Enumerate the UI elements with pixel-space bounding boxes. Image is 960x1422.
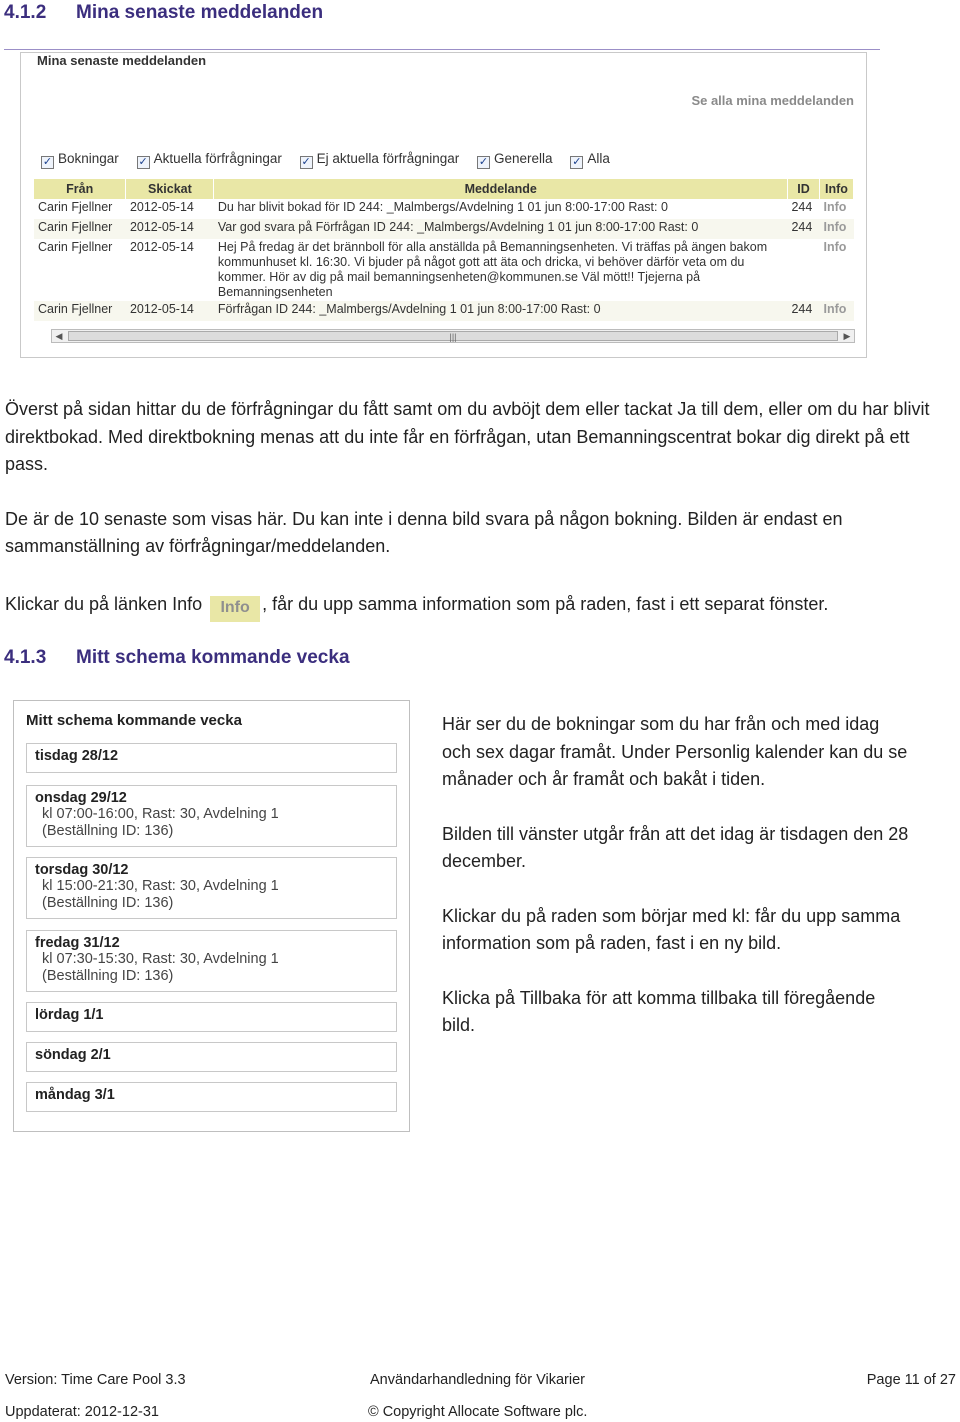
filter-alla[interactable]: ✓ Alla [572, 151, 610, 168]
scrollbar-thumb[interactable]: ||| [68, 331, 838, 341]
filter-aktuella[interactable]: ✓ Aktuella förfrågningar [138, 151, 282, 168]
paragraph: De är de 10 senaste som visas här. Du kan inte i denna bild svara på någon bokning. Bilden är endast en sammanställning av förfrågningar/meddelanden. [5, 508, 843, 556]
body-text-2 [442, 711, 912, 1067]
table-header-row [34, 179, 854, 199]
footer-page-number: Page 11 of 27 [866, 1372, 956, 1388]
info-link-paragraph: Klickar du på länken Info Info , får du upp samma information som på raden, fast i ett separat fönster. [5, 591, 955, 622]
body-text-1 [5, 396, 950, 588]
schedule-day[interactable]: fredag 31/12 kl 07:30-15:30, Rast: 30, Avdelning 1 (Beställning ID: 136) [26, 930, 397, 992]
shift-line[interactable]: kl 15:00-21:30, Rast: 30, Avdelning 1 [42, 878, 279, 894]
section-number: 4.1.3 [4, 647, 47, 668]
section-title: Mina senaste meddelanden [76, 2, 324, 23]
checkbox-icon[interactable]: ✓ [572, 156, 582, 168]
table-row[interactable]: Carin Fjellner 2012-05-14 Du har blivit bokad för ID 244: _Malmbergs/Avdelning 1 01 jun 8:00-17:00 Rast: 0 244 Info [34, 199, 854, 219]
shift-line[interactable]: kl 07:30-15:30, Rast: 30, Avdelning 1 [42, 951, 279, 967]
schedule-day[interactable]: tisdag 28/12 [26, 743, 397, 773]
info-badge: Info [210, 596, 260, 622]
schedule-day[interactable]: onsdag 29/12 kl 07:00-16:00, Rast: 30, Avdelning 1 (Beställning ID: 136) [26, 785, 397, 847]
messages-panel-title: Mina senaste meddelanden [37, 53, 207, 68]
paragraph: Bilden till vänster utgår från att det idag är tisdagen den 28 december. [442, 823, 909, 871]
column-header[interactable]: Skickat [126, 179, 214, 199]
section-title: Mitt schema kommande vecka [76, 647, 350, 668]
schedule-day[interactable]: måndag 3/1 [26, 1082, 397, 1112]
column-header[interactable]: Meddelande [214, 179, 788, 199]
paragraph: Här ser du de bokningar som du har från och med idag och sex dagar framåt. Under Personlig kalender kan du se månader och år framåt och bakåt i tiden. [442, 714, 908, 789]
messages-table [34, 179, 854, 321]
filter-ej-aktuella[interactable]: ✓ Ej aktuella förfrågningar [301, 151, 460, 168]
paragraph: Klicka på Tillbaka för att komma tillbaka till föregående bild. [442, 987, 876, 1035]
filter-generella[interactable]: ✓ Generella [478, 151, 553, 168]
info-link[interactable]: Info [819, 219, 853, 239]
table-row[interactable]: Carin Fjellner 2012-05-14 Hej På fredag är det brännboll för alla anställda på Bemanningsenheten. Vi träffas på ängen bakom kommunhuset kl. 16:30. Vi bjuder på något gott att äta och dricka, vi behöver därför veta om du kommer. Hör av dig på mail bemanningsenheten@kommunen.se Väl mött!! Tjejerna på Bemanningsenheten Info [34, 239, 854, 301]
schedule-panel [13, 700, 410, 1132]
scroll-right-icon[interactable]: ▶ [843, 331, 851, 341]
checkbox-icon[interactable]: ✓ [301, 156, 311, 168]
shift-line[interactable]: kl 07:00-16:00, Rast: 30, Avdelning 1 [42, 806, 279, 822]
schedule-day[interactable]: lördag 1/1 [26, 1002, 397, 1032]
footer-version: Version: Time Care Pool 3.3 [5, 1372, 186, 1388]
table-row[interactable]: Carin Fjellner 2012-05-14 Förfrågan ID 244: _Malmbergs/Avdelning 1 01 jun 8:00-17:00 Rast: 0 244 Info [34, 301, 854, 321]
schedule-panel-title: Mitt schema kommande vecka [26, 712, 242, 729]
info-link[interactable]: Info [823, 240, 847, 254]
table-row[interactable]: Carin Fjellner 2012-05-14 Var god svara på Förfrågan ID 244: _Malmbergs/Avdelning 1 01 jun 8:00-17:00 Rast: 0 244 Info [34, 219, 854, 239]
info-link[interactable]: Info [823, 200, 847, 214]
checkbox-icon[interactable]: ✓ [42, 156, 53, 168]
messages-panel [20, 52, 867, 358]
info-link[interactable]: Info [819, 301, 853, 321]
column-header[interactable]: Från [34, 179, 126, 199]
column-header[interactable]: Info [819, 179, 853, 199]
horizontal-scrollbar[interactable] [51, 329, 855, 343]
section-heading [4, 2, 323, 24]
heading-rule [4, 49, 880, 50]
checkbox-icon[interactable]: ✓ [138, 156, 148, 168]
section-number: 4.1.2 [4, 2, 47, 23]
message-filters [41, 151, 624, 169]
schedule-day[interactable]: torsdag 30/12 kl 15:00-21:30, Rast: 30, Avdelning 1 (Beställning ID: 136) [26, 857, 397, 919]
schedule-day[interactable]: söndag 2/1 [26, 1042, 397, 1072]
column-header[interactable]: ID [787, 179, 819, 199]
paragraph: Överst på sidan hittar du de förfrågningar du fått samt om du avböjt dem eller tackat Ja till dem, eller om du har blivit direktbokad. Med direktbokning menas att du inte får en förfrågan, utan Bemanningscentrat bokar dig direkt på ett pass. [5, 399, 930, 474]
footer-doc-title: Användarhandledning för Vikarier [370, 1372, 585, 1388]
scroll-left-icon[interactable]: ◀ [55, 331, 63, 341]
filter-bokningar[interactable]: ✓ Bokningar [42, 151, 119, 168]
footer-updated: Uppdaterat: 2012-12-31 [5, 1404, 159, 1420]
checkbox-icon[interactable]: ✓ [478, 156, 489, 168]
footer-copyright: © Copyright Allocate Software plc. [368, 1404, 588, 1420]
section-heading [4, 647, 350, 669]
paragraph: Klickar du på raden som börjar med kl: får du upp samma information som på raden, fast i en ny bild. [442, 905, 901, 953]
see-all-messages-link[interactable]: Se alla mina meddelanden [691, 93, 854, 108]
